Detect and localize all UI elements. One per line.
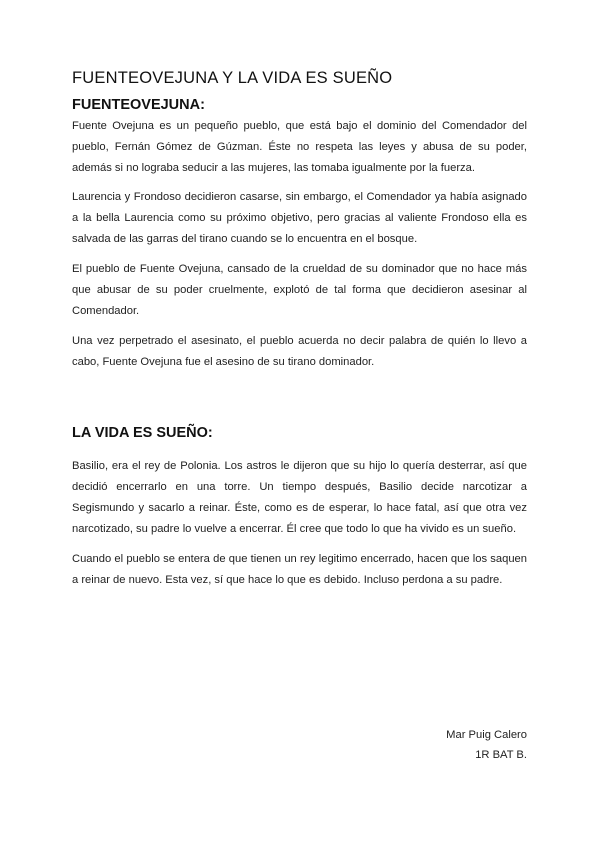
paragraph: Laurencia y Frondoso decidieron casarse, sin embargo, el Comendador ya había asignado a la bella Laurencia como su próximo objetivo, pero gracias al valiente Frondoso ella es salvada de las garras del tirano cuando se lo encuentra en el bosque. (72, 191, 527, 245)
paragraph: Fuente Ovejuna es un pequeño pueblo, que está bajo el dominio del Comendador del pueblo, Fernán Gómez de Gúzman. Éste no respeta las leyes y abusa de su poder, además si no lograba seducir a las mujeres, las tomaba igualmente por la fuerza. (72, 120, 527, 174)
paragraph: El pueblo de Fuente Ovejuna, cansado de la crueldad de su dominador que no hace más que abusar de su poder cruelmente, explotó de tal forma que decidieron asesinar al Comendador. (72, 263, 527, 317)
section-heading-fuenteovejuna: FUENTEOVEJUNA: (72, 97, 205, 113)
class-label: 1R BAT B. (475, 749, 527, 761)
paragraph: Una vez perpetrado el asesinato, el pueblo acuerda no decir palabra de quién lo llevo a cabo, Fuente Ovejuna fue el asesino de su tirano dominador. (72, 335, 527, 368)
document-title: FUENTEOVEJUNA Y LA VIDA ES SUEÑO (72, 69, 393, 87)
paragraph: Basilio, era el rey de Polonia. Los astros le dijeron que su hijo lo quería desterrar, así que decidió encerrarlo en una torre. Un tiempo después, Basilio decide narcotizar a Segismundo y sacarlo a reinar. Éste, como es de esperar, lo hace fatal, así que otra vez narcotizado, su padre lo vuelve a encerrar. Él cree que todo lo que ha vivido es un sueño. (72, 460, 527, 535)
paragraph: Cuando el pueblo se entera de que tienen un rey legitimo encerrado, hacen que los saquen a reinar de nuevo. Esta vez, sí que hace lo que es debido. Incluso perdona a su padre. (72, 553, 527, 586)
section-heading-la-vida-es-sueno: LA VIDA ES SUEÑO: (72, 425, 213, 441)
author-name: Mar Puig Calero (446, 729, 527, 741)
signature-block (446, 725, 527, 765)
